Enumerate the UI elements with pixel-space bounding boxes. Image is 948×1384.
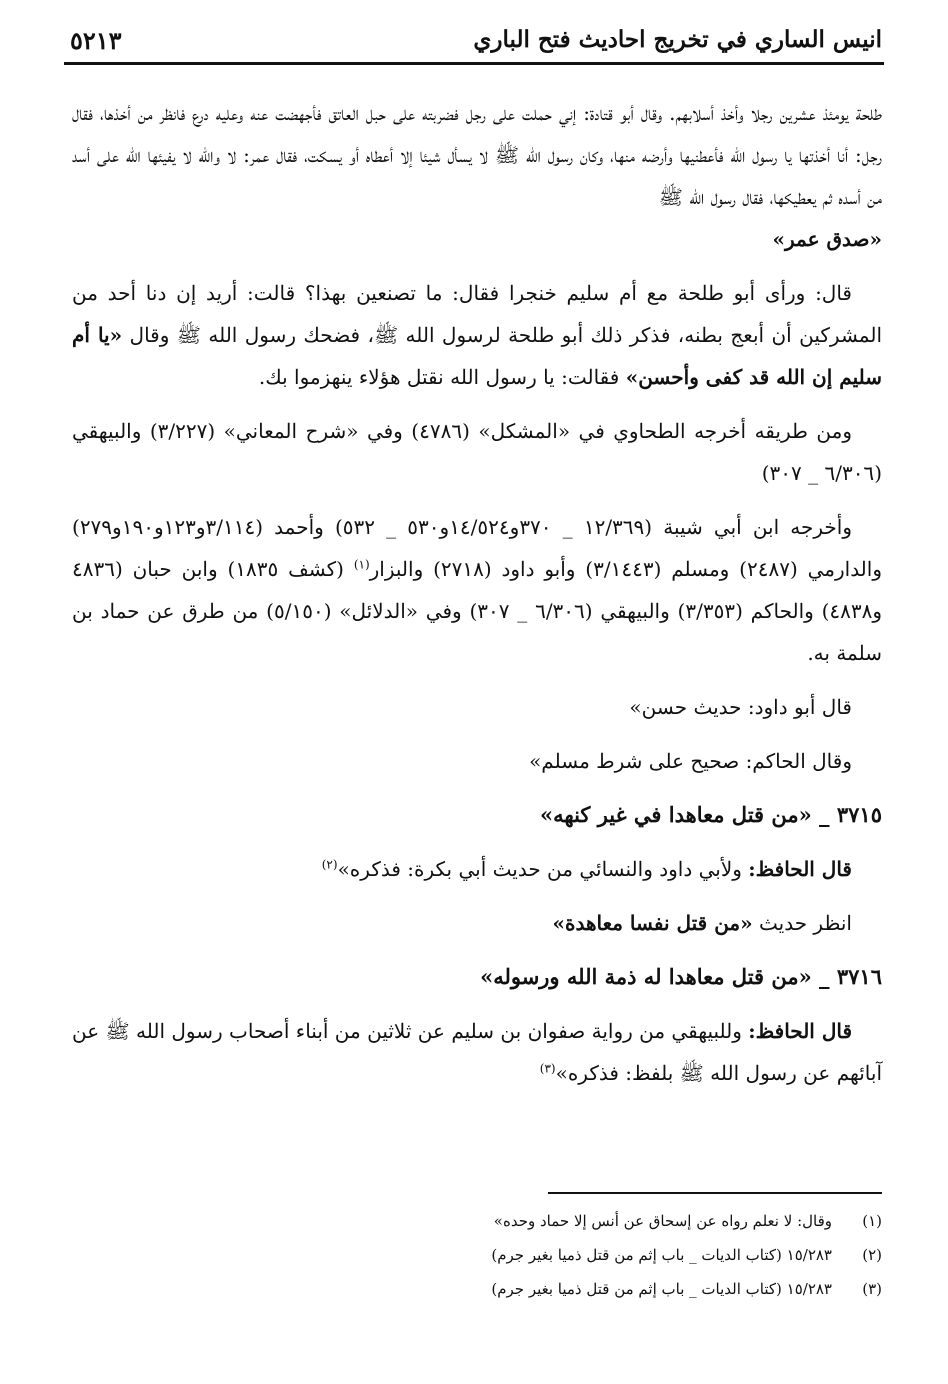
see-also-3715 bbox=[72, 902, 882, 944]
footnote-ref-2[interactable]: (٢) bbox=[321, 857, 338, 872]
footnote-number: (١) bbox=[862, 1212, 882, 1230]
footnote-number: (٣) bbox=[862, 1280, 882, 1298]
footnote-text: ١٥/٢٨٣ (كتاب الديات _ باب إثم من قتل ذميا بغير جرم) bbox=[491, 1280, 832, 1298]
paragraph-3 bbox=[72, 410, 882, 494]
quote-sadaqa-umar: «صدق عمر» bbox=[772, 227, 882, 251]
footnotes bbox=[200, 1204, 882, 1306]
paragraph-4 bbox=[72, 506, 882, 674]
hadith-heading-3715: ٣٧١٥ _ «من قتل معاهدا في غير كنهه» bbox=[540, 802, 882, 827]
paragraph-4-text-a: وأخرجه ابن أبي شيبة (١٢/٣٦٩ _ ٣٧٠و١٤/٥٢٤و٥٣٠ _ ٥٣٢) وأحمد (٣/١١٤و١٢٣و١٩٠و٢٧٩) والدارمي (٢٤٨٧) ومسلم (٣/١٤٤٣) وأبو داود (٢٧١٨) والبزار bbox=[72, 515, 882, 581]
hadith-heading-3716: ٣٧١٦ _ «من قتل معاهدا له ذمة الله ورسوله» bbox=[480, 964, 882, 989]
footnote-number: (٢) bbox=[862, 1246, 882, 1264]
hafiz-note-3715 bbox=[72, 848, 882, 890]
hafiz-text: ولأبي داود والنسائي من حديث أبي بكرة: فذكره» bbox=[337, 857, 742, 881]
paragraph-2-text-a: قال: ورأى أبو طلحة مع أم سليم خنجرا فقال: ما تصنعين بهذا؟ قالت: أريد إن دنا أحد من المشركين أن أبعج بطنه، فذكر ذلك أبو طلحة لرسول الله ﷺ، فضحك رسول الله ﷺ وقال bbox=[72, 281, 883, 347]
paragraph-4-text-b: (كشف ١٨٣٥) وابن حبان (٤٨٣٦ و٤٨٣٨) والحاكم (٣/٣٥٣) والبيهقي (٦/٣٠٦ _ ٣٠٧) وفي «الدلائل» (٥/١٥٠) من طرق عن حماد بن سلمة به. bbox=[72, 557, 883, 665]
running-title: انيس الساري في تخريج احاديث فتح الباري bbox=[473, 26, 882, 53]
main-text bbox=[72, 92, 882, 1106]
footnote-2 bbox=[200, 1238, 882, 1272]
paragraph-1-text: طلحة يومئذ عشرين رجلا وأخذ أسلابهم. وقال أبو قتادة: إني حملت على رجل فضربته على حبل العاتق فأجهضت عنه وعليه درع فانظر من أخذها، فقال رجل: أنا أخذتها يا رسول الله فأعطنيها وأرضه منها، وكان رسول الله ﷺ لا يسأل شيئا إلا أعطاه أو يسكت، فقال عمر: لا والله لا يفيئها الله على أسد من أسده ثم يعطيكها، فقال رسول الله ﷺ bbox=[72, 101, 882, 209]
see-prefix: انظر حديث bbox=[759, 911, 852, 935]
header-rule bbox=[64, 62, 884, 65]
paragraph-6 bbox=[72, 740, 882, 782]
hafiz-text: وللبيهقي من رواية صفوان بن سليم عن ثلاثين من أبناء أصحاب رسول الله ﷺ عن آبائهم عن رسول الله ﷺ بلفظ: فذكره» bbox=[72, 1019, 882, 1085]
paragraph-1 bbox=[72, 92, 882, 260]
footnote-separator bbox=[548, 1192, 882, 1194]
hafiz-label: قال الحافظ: bbox=[748, 857, 852, 881]
see-hadith-title: «من قتل نفسا معاهدة» bbox=[552, 911, 753, 935]
hafiz-note-3716 bbox=[72, 1010, 882, 1094]
hafiz-label: قال الحافظ: bbox=[748, 1019, 853, 1043]
paragraph-3-text: ومن طريقه أخرجه الطحاوي في «المشكل» (٤٧٨٦) وفي «شرح المعاني» (٣/٢٢٧) والبيهقي (٦/٣٠٦ _ ٣٠٧) bbox=[72, 419, 882, 485]
paragraph-2 bbox=[72, 272, 882, 398]
page-header bbox=[60, 22, 882, 62]
footnote-ref-1[interactable]: (١) bbox=[353, 557, 370, 572]
footnote-text: وقال: لا نعلم رواه عن إسحاق عن أنس إلا حماد وحده» bbox=[493, 1212, 832, 1230]
page-number: ٥٢١٣ bbox=[70, 26, 122, 55]
quote-umm-sulaym: «يا أم سليم إن الله قد كفى وأحسن» bbox=[72, 323, 882, 389]
footnote-3 bbox=[200, 1272, 882, 1306]
paragraph-5-text: قال أبو داود: حديث حسن» bbox=[629, 695, 852, 719]
footnote-ref-3[interactable]: (٣) bbox=[539, 1061, 556, 1076]
paragraph-6-text: وقال الحاكم: صحيح على شرط مسلم» bbox=[529, 749, 852, 773]
paragraph-2-text-b: فقالت: يا رسول الله نقتل هؤلاء ينهزموا بك. bbox=[258, 365, 620, 389]
footnote-1 bbox=[200, 1204, 882, 1238]
paragraph-5 bbox=[72, 686, 882, 728]
footnote-text: ١٥/٢٨٣ (كتاب الديات _ باب إثم من قتل ذميا بغير جرم) bbox=[491, 1246, 832, 1264]
